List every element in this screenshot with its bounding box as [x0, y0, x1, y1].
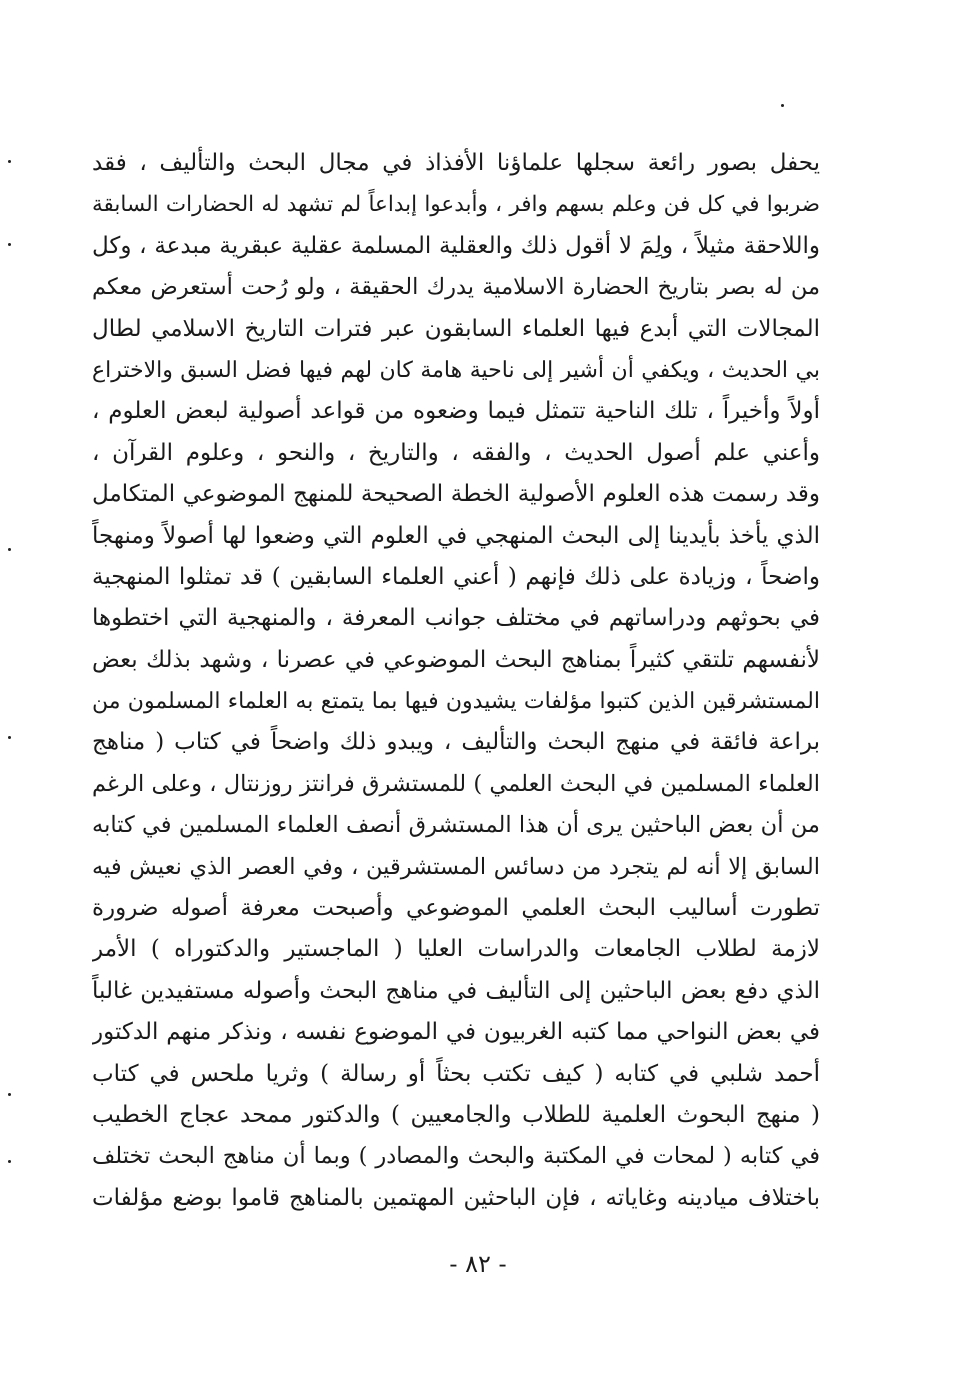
text-line: الذي يأخذ بأيدينا إلى البحث المنهجي في العلوم التي وضعوا لها أصولاً ومنهجاً [92, 522, 820, 549]
text-line: المستشرقين الذين كتبوا مؤلفات يشيدون فيها بما يتمتع به العلماء المسلمون من [92, 689, 820, 715]
text-line: تطورت أساليب البحث العلمي الموضوعي وأصبحت معرفة أصوله ضرورة [92, 895, 820, 922]
text-line: أولاً وأخيراً ، تلك الناحية تتمثل فيما وضعوه من قواعد أصولية لبعض العلوم ، [92, 398, 820, 425]
page-number: - ٨٢ - [449, 1250, 507, 1278]
margin-dot [8, 736, 11, 739]
text-line: واللاحقة مثيلاً ، ولِمَ لا أقول ذلك والعقلية المسلمة عقلية عبقرية مبدعة ، وكل [92, 232, 820, 259]
margin-dot [8, 1160, 11, 1163]
margin-dot [8, 548, 11, 551]
text-line: في بعض النواحي مما كتبه الغربيون في الموضوع نفسه ، ونذكر منهم الدكتور [92, 1019, 820, 1046]
text-line: وأعني علم أصول الحديث ، والفقه ، والتاريخ ، والنحو ، وعلوم القرآن ، [92, 439, 820, 466]
text-line: في كتابه ( لمحات في المكتبة والبحث والمصادر ) وبما أن مناهج البحث تختلف [92, 1143, 820, 1170]
text-line: لازمة لطلاب الجامعات والدراسات العليا ( الماجستير والدكتوراه ) الأمر [92, 936, 820, 963]
text-line: أحمد شلبي في كتابه ( كيف تكتب بحثاً أو رسالة ) وثريا ملحس في كتاب [92, 1060, 820, 1087]
text-line: المجالات التي أبدع فيها العلماء السابقون عبر فترات التاريخ الاسلامي لطال [92, 315, 820, 342]
margin-dot [8, 160, 11, 163]
text-line: في بحوثهم ودراساتهم في مختلف جوانب المعرفة ، والمنهجية التي اختطوها [92, 605, 820, 632]
text-line: يحفل بصور رائعة سجلها علماؤنا الأفذاذ في مجال البحث والتأليف ، فقد [92, 150, 820, 176]
text-line: باختلاف ميادينه وغاياته ، فإن الباحثين المهتمين بالمناهج قاموا بوضع مؤلفات [92, 1184, 820, 1211]
margin-dot [8, 243, 11, 246]
text-line: واضحاً ، وزيادة على ذلك فإنهم ( أعني العلماء السابقين ) قد تمثلوا المنهجية [92, 563, 820, 590]
text-line: لأنفسهم تلتقي كثيراً بمناهج البحث الموضوعي في عصرنا ، وشهد بذلك بعض [92, 646, 820, 673]
text-line: ضربوا في كل فن وعلم بسهم وافر ، وأبدعوا إبداعاً لم تشهد له الحضارات السابقة [92, 192, 820, 218]
margin-dot [781, 104, 784, 107]
text-line: براعة فائقة في منهج البحث والتأليف ، ويبدو ذلك واضحاً في كتاب ( مناهج [92, 729, 820, 756]
text-line: وقد رسمت هذه العلوم الأصولية الخطة الصحيحة للمنهج الموضوعي المتكامل [92, 481, 820, 508]
text-line: من أن بعض الباحثين يرى أن هذا المستشرق أنصف العلماء المسلمين في كتابه [92, 812, 820, 839]
text-line: العلماء المسلمين في البحث العلمي ) للمستشرق فرانتز روزنتال ، وعلى الرغم [92, 770, 820, 797]
body-text [92, 143, 820, 1219]
text-line: السابق إلا أنه لم يتجرد من دسائس المستشرقين ، وفي العصر الذي نعيش فيه [92, 853, 820, 880]
text-line: من له بصر بتاريخ الحضارة الاسلامية يدرك الحقيقة ، ولو رُحت أستعرض معكم [92, 274, 820, 301]
text-line: الذي دفع بعض الباحثين إلى التأليف في مناهج البحث وأصوله مستفيدين غالباً [92, 977, 820, 1004]
text-line: ( منهج البحوث العلمية للطلاب والجامعيين ) والدكتور ممحد عجاج الخطيب [92, 1101, 820, 1128]
margin-dot [8, 1093, 11, 1096]
text-line: بي الحديث ، ويكفي أن أشير إلى ناحية هامة كان لهم فيها فضل السبق والاختراع [92, 357, 820, 383]
